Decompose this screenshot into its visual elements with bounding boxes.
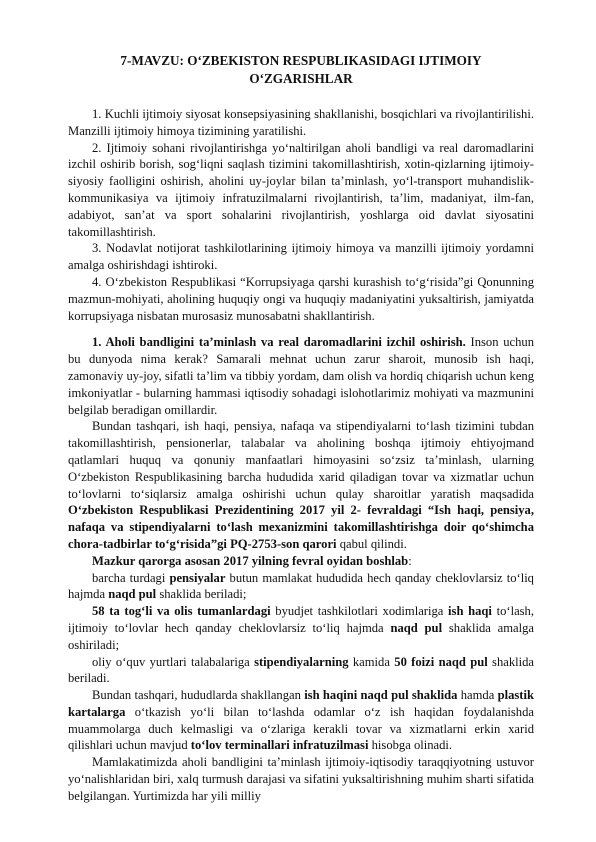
pensions-bold-2: naqd pul — [108, 587, 157, 602]
salaries-bold-1: 58 ta tog‘li va olis tumanlardagi — [92, 604, 271, 619]
terminals-text-e: hisobga olinadi. — [368, 738, 453, 753]
terminals-text-a: Bundan tashqari, hududlarda shakllangan — [92, 688, 305, 703]
page-title: 7-MAVZU: O‘ZBEKISTON RESPUBLIKASIDAGI IJTIMOIY O‘ZGARISHLAR — [120, 53, 482, 86]
resolution-basis-end: : — [408, 553, 412, 568]
stipends-text-c: kamida — [348, 654, 395, 669]
salaries-bold-2: ish haqi — [448, 604, 492, 619]
salaries-text-a: byudjet tashkilotlari xodimlariga — [270, 604, 449, 619]
terminals-bold-2: plastik kartalarga — [68, 688, 534, 719]
paragraph-employment: Mamlakatimizda aholi bandligini ta’minlash ijtimoiy-iqtisodiy taraqqiyotning ustuvor yo‘nalishlaridan biri, xalq turmush darajasi va sifatini yuksaltirishning muhim sharti sifatida belgilangan. Yurtimizda har yili milliy — [68, 755, 534, 803]
stipends-text-a: oliy o‘quv yurtlari talabalariga — [92, 654, 255, 669]
plan-item-4: 4. O‘zbekiston Respublikasi “Korrupsiyaga qarshi kurashish to‘g‘risida”gi Qonunning mazmun-mohiyati, aholining huquqiy ongi va huquqiy madaniyatini yuksaltirish, jamiyatda korrupsiyaga nisbatan murosasiz munosabatni shakllantirish. — [68, 274, 534, 323]
section-1-paragraph — [68, 334, 534, 418]
terminals-text-c: hamda — [457, 688, 498, 703]
terminals-bold-1: ish haqini naqd pul shaklida — [304, 688, 458, 703]
paragraph-pensions — [68, 570, 534, 604]
pensions-text-a: barcha turdagi — [92, 570, 170, 585]
terminals-bold-3: to‘lov terminallari infratuzilmasi — [190, 738, 369, 753]
pensions-text-d: shaklida beriladi; — [156, 587, 247, 602]
paragraph-salaries — [68, 603, 534, 653]
salaries-text-c: to‘lash, ijtimoiy to‘lovlar hech qanday cheklovlarsiz to‘liq hajmda — [68, 604, 535, 635]
section-gap — [68, 324, 534, 334]
resolution-basis-bold: Mazkur qarorga asosan 2017 yilning fevral oyidan boshlab — [92, 553, 409, 568]
paragraph-resolution-basis — [68, 553, 534, 570]
plan-item-1: 1. Kuchli ijtimoiy siyosat konsepsiyasining shakllanishi, bosqichlari va rivojlantirilishi. Manzilli ijtimoiy himoya tizimining yaratilishi. — [68, 107, 534, 138]
stipends-bold-2: 50 foizi naqd pul — [394, 654, 488, 669]
paragraph-stipends — [68, 654, 534, 688]
terminals-text-d: o‘tkazish yo‘li bilan to‘lashda odamlar o‘z ish haqidan foydalanishda muammolarga duch kelmasligi va o‘zlariga kerakli tovar va xizmatlarni erkin xarid qilishlari uchun mavjud — [68, 704, 534, 753]
stipends-text-d: shaklida beriladi. — [68, 654, 535, 686]
salaries-bold-3: naqd pul — [390, 620, 443, 635]
plan-item-2: 2. Ijtimoiy sohani rivojlantirishga yo‘naltirilgan aholi bandligi va real daromadlarini izchil oshirib borish, sog‘liqni saqlash tizimini takomillashtirish, xotin-qizlarning ijtimoiy-siyosiy faolligini oshirish, aholini uy-joylar bilan ta’minlash, yo‘l-transport muhandislik-kommunikasiya va ijtimoiy infratuzilmalarni rivojlantirish, ta’lim, madaniyat, ilm-fan, adabiyot, san’at va sport sohalarini rivojlantirish, yoshlarga oid davlat siyosatini takomillashtirish. — [68, 140, 534, 239]
section-1-heading: 1. Aholi bandligini ta’minlash va real daromadlarini izchil oshirish. — [92, 335, 466, 350]
pensions-text-c: butun mamlakat hududida hech qanday cheklovlarsiz to‘liq hajmda — [68, 570, 534, 602]
paragraph-terminals — [68, 687, 534, 754]
salaries-text-d: shaklida amalga oshiriladi; — [68, 620, 534, 652]
pensions-bold-1: pensiyalar — [169, 570, 226, 585]
resolution-end: qabul qilindi. — [336, 536, 407, 551]
section-1-text: Inson uchun bu dunyoda nima kerak? Samarali mehnat uchun zarur sharoit, munosib ish haqi, zamonaviy uy-joy, sifatli ta’lim va tibbiy yordam, dam olish va hordiq chiqarish uchun keng imkoniyatlar - bularning hammasi iqtisodiy sohadagi islohotlarimiz mohiyati va mazmunini belgilab beradigan omillardir. — [68, 335, 534, 417]
resolution-intro: Bundan tashqari, ish haqi, pensiya, nafaqa va stipendiyalarni to‘lash tizimini tubdan takomillashtirish, pensionerlar, talabalar va aholining boshqa ijtimoiy ehtiyojmand qatlamlari huquq va qonuniy manfaatlari himoyasini so‘zsiz ta’minlash, ularning O‘zbekiston Respublikasining barcha hududida xarid qiladigan tovar va xizmatlar uchun to‘lovlarni to‘siqlarsiz amalga oshirishi uchun qulay sharoitlar yaratish maqsadida — [68, 419, 534, 501]
resolution-title: O‘zbekiston Respublikasi Prezidentining 2017 yil 2- fevraldagi “Ish haqi, pensiya, nafaqa va stipendiyalarni to‘lash mexanizmini takomillashtirishga doir qo‘shimcha chora-tadbirlar to‘g‘risida”gi PQ-2753-son qarori — [68, 503, 534, 551]
plan-item-3: 3. Nodavlat notijorat tashkilotlarining ijtimoiy himoya va manzilli ijtimoiy yordamni amalga oshirishdagi ishtiroki. — [68, 241, 534, 273]
stipends-bold-1: stipendiyalarning — [254, 654, 349, 669]
paragraph-resolution — [68, 418, 534, 552]
